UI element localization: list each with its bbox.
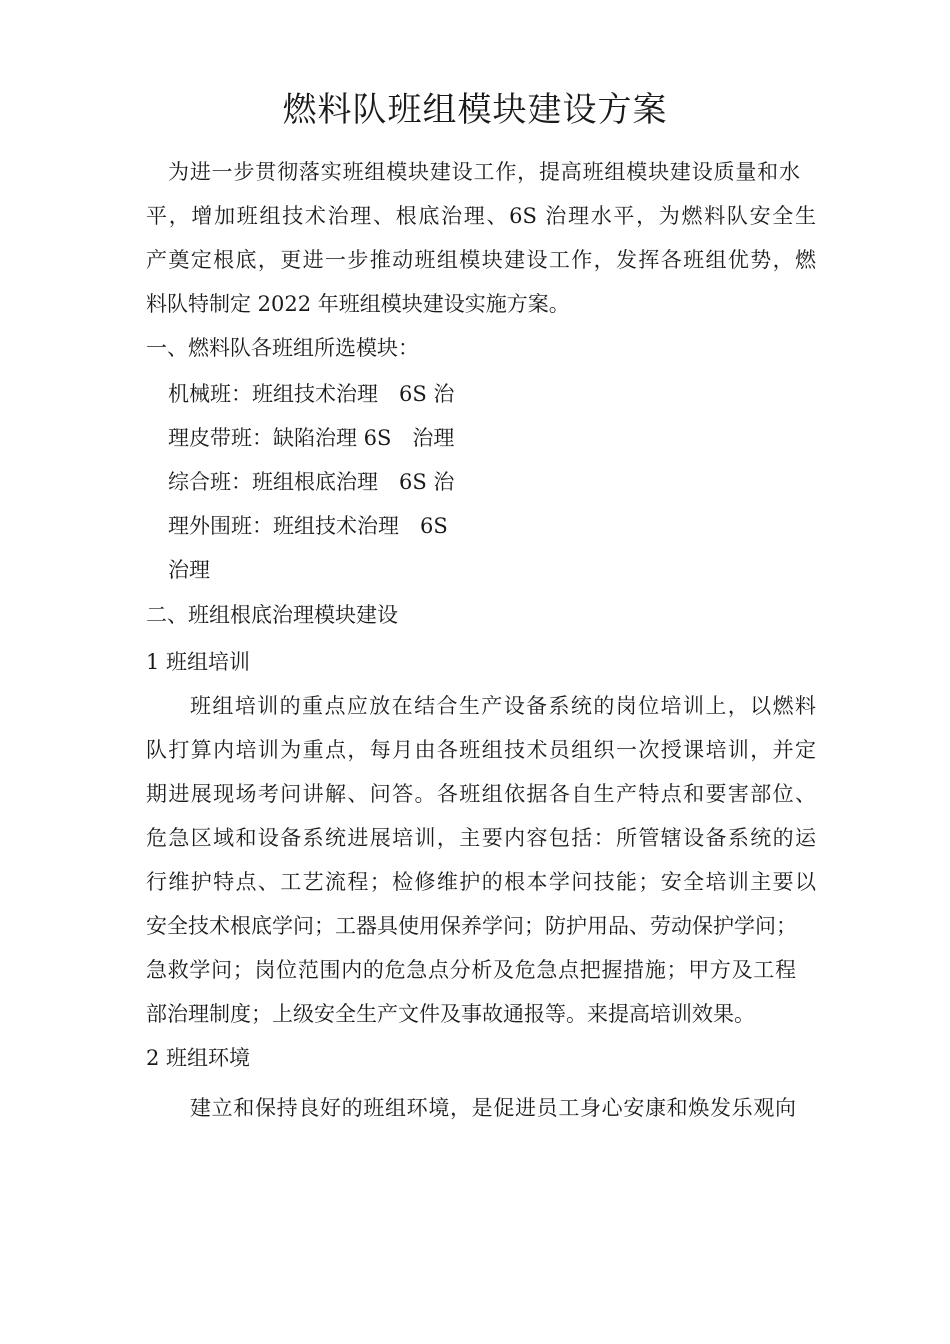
paragraph-line: 班组培训的重点应放在结合生产设备系统的岗位培训上，以燃料 bbox=[190, 694, 816, 718]
paragraph-line: 急救学问；岗位范围内的危急点分析及危急点把握措施；甲方及工程 bbox=[146, 958, 796, 982]
intro-line: 为进一步贯彻落实班组模块建设工作，提高班组模块建设质量和水 bbox=[168, 160, 800, 184]
intro-line: 平，增加班组技术治理、根底治理、6S 治理水平，为燃料队安全生 bbox=[146, 204, 816, 228]
paragraph-line: 建立和保持良好的班组环境，是促进员工身心安康和焕发乐观向 bbox=[190, 1096, 796, 1120]
module-line: 理皮带班：缺陷治理 6S 治理 bbox=[168, 426, 455, 450]
intro-line: 产奠定根底，更进一步推动班组模块建设工作，发挥各班组优势，燃 bbox=[146, 248, 816, 272]
paragraph-line: 安全技术根底学问；工器具使用保养学问；防护用品、劳动保护学问； bbox=[146, 914, 797, 938]
intro-line: 料队特制定 2022 年班组模块建设实施方案。 bbox=[146, 292, 570, 316]
section-heading: 一、燃料队各班组所选模块： bbox=[146, 336, 419, 360]
module-line: 理外围班：班组技术治理 6S bbox=[168, 514, 448, 538]
document-title: 燃料队班组模块建设方案 bbox=[282, 90, 668, 130]
module-line: 综合班：班组根底治理 6S 治 bbox=[168, 470, 455, 494]
paragraph-line: 期进展现场考问讲解、问答。各班组依据各自生产特点和要害部位、 bbox=[146, 782, 816, 806]
subsection-heading: 1 班组培训 bbox=[146, 650, 251, 674]
subsection-heading: 2 班组环境 bbox=[146, 1046, 251, 1070]
paragraph-line: 队打算内培训为重点，每月由各班组技术员组织一次授课培训，并定 bbox=[146, 738, 816, 762]
section-heading: 二、班组根底治理模块建设 bbox=[146, 603, 398, 627]
module-line: 机械班：班组技术治理 6S 治 bbox=[168, 382, 455, 406]
module-line: 治理 bbox=[168, 558, 210, 582]
paragraph-line: 行维护特点、工艺流程；检修维护的根本学问技能；安全培训主要以 bbox=[146, 870, 816, 894]
paragraph-line: 部治理制度；上级安全生产文件及事故通报等。来提高培训效果。 bbox=[146, 1002, 755, 1026]
paragraph-line: 危急区域和设备系统进展培训，主要内容包括：所管辖设备系统的运 bbox=[146, 826, 816, 850]
